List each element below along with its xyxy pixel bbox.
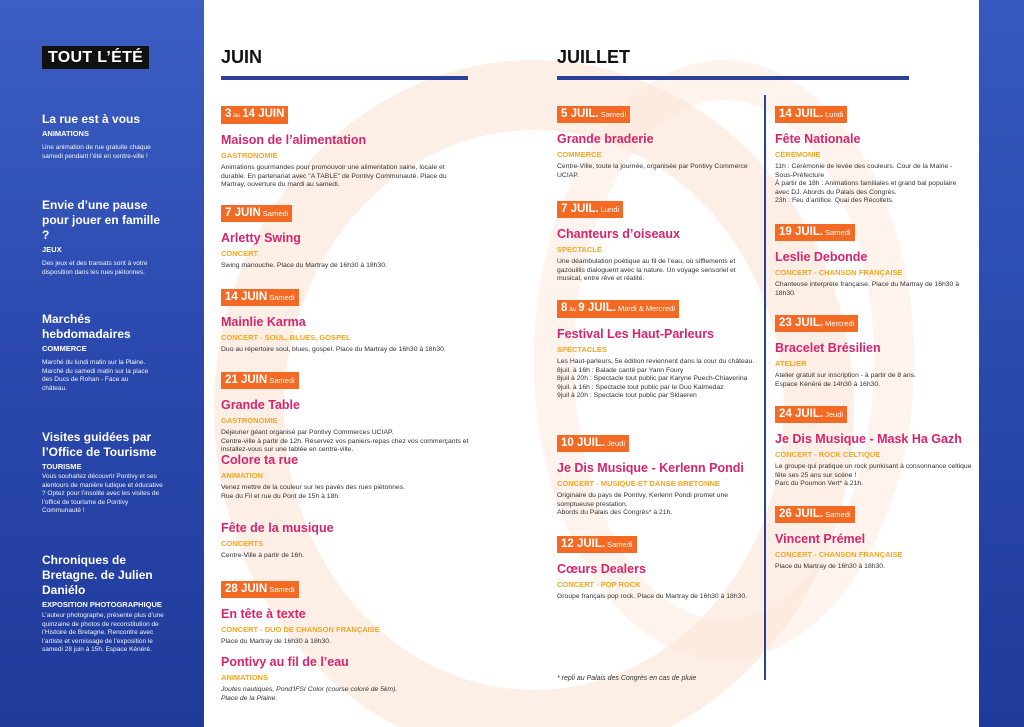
event-description: Venez mettre de la couleur sur les pavés des rues piétonnes. Rue du Fil et rue du Pont de 15h à 18h.	[221, 484, 406, 500]
date-start: 3	[225, 108, 232, 120]
event-category: CONCERT - DUO DE CHANSON FRANÇAISE	[221, 625, 380, 634]
sidebar-block-category: JEUX	[42, 245, 62, 254]
date: 14 JUIN	[225, 291, 268, 303]
event-description: Place du Martray de 16h30 à 18h30.	[775, 563, 885, 570]
event-card	[221, 287, 471, 355]
event-card	[557, 534, 752, 602]
sidebar-block-title: Marchés hebdomadaires	[42, 312, 131, 341]
event-description: Centre-Ville à partir de 16h.	[221, 552, 304, 559]
event-card	[221, 203, 471, 271]
event-title: Arletty Swing	[221, 231, 301, 245]
sidebar-block-title: Envie d’une pause pour jouer en famille ?	[42, 198, 161, 242]
date: 24 JUIL.	[779, 408, 824, 420]
weekday: Samedi	[269, 585, 295, 594]
weekday: Samedi	[269, 293, 295, 302]
event-category: ANIMATIONS	[221, 673, 268, 682]
event-title: Festival Les Haut-Parleurs	[557, 327, 715, 341]
date-tag	[775, 315, 858, 332]
rain-note: * repli au Palais des Congrès en cas de pluie	[557, 675, 697, 682]
event-card	[557, 199, 752, 284]
event-category: CONCERT - ROCK CELTIQUE	[775, 450, 881, 459]
date-end: 9 JUIL.	[578, 302, 616, 314]
event-title: Vincent Prémel	[775, 532, 866, 546]
event-description: Les Haut-parleurs, 5e édition reviennent dans la cour du château. 8juil. à 16h : Balade canté par Yann Foury 8juil à 20h : Spectacle tout public par Karyne Puech-Chiaverina 9juil. à 16h : Spectacle tout public par le Duo Kalmedaz 9juil à 20h : Spectacle tout public par Sklaeren	[557, 358, 755, 400]
event-title: Grande Table	[221, 398, 300, 412]
event-description: Centre-Ville, toute la journée, organisée par Pontivy Commerce UCIAP.	[557, 163, 748, 179]
event-card	[775, 404, 975, 489]
event-description: 11h : Cérémonie de levée des couleurs. Cour de la Mairie - Sous-Préfecture À partir de 18h : Animations familiales et grand bal populaire avec DJ. Abords du Palais des Congrès. 23h : Feu d’artifice. Quai des Récollets.	[775, 163, 957, 205]
event-description: Joutes nautiques, Pond'IFSI Color (course coloré de 5km). Place de la Plaine.	[221, 686, 398, 702]
right-decor-strip	[979, 0, 1024, 727]
event-title: Maison de l’alimentation	[221, 133, 367, 147]
july-heading: JUILLET	[557, 47, 631, 67]
event-category: GASTRONOMIE	[221, 416, 278, 425]
event-category: CONCERT - CHANSON FRANÇAISE	[775, 268, 903, 277]
date: 12 JUIL.	[561, 538, 606, 550]
weekday: Samedi	[600, 110, 627, 119]
sidebar-block-title: La rue est à vous	[42, 112, 141, 126]
weekday: Jeudi	[607, 439, 626, 448]
event-category: GASTRONOMIE	[221, 151, 278, 160]
june-heading: JUIN	[221, 47, 263, 67]
event-card	[775, 104, 970, 206]
date: 10 JUIL.	[561, 437, 606, 449]
event-category: CONCERT	[221, 249, 259, 258]
event-title: Fête Nationale	[775, 132, 861, 146]
event-category: CONCERT - MUSIQUE ET DANSE BRETONNE	[557, 479, 720, 488]
sidebar-block-category: ANIMATIONS	[42, 129, 89, 138]
weekday: Lundi	[600, 205, 620, 214]
sidebar-block	[42, 430, 167, 516]
event-card	[221, 655, 471, 703]
event-title: Leslie Debonde	[775, 250, 868, 264]
date: 26 JUIL.	[779, 508, 824, 520]
sidebar-block-category: EXPOSITION PHOTOGRAPHIQUE	[42, 600, 162, 609]
event-category: CONCERT - CHANSON FRANÇAISE	[775, 550, 903, 559]
date-tag	[557, 300, 679, 318]
weekday: Mercredi	[825, 319, 855, 328]
event-description: Atelier gratuit sur inscription - à partir de 8 ans. Espace Kénéré de 14h30 à 16h30.	[775, 372, 916, 388]
date-tag	[221, 205, 292, 222]
july-column-divider	[764, 95, 766, 680]
weekday: Samedi	[825, 510, 851, 519]
event-card	[221, 453, 471, 501]
date-tag	[557, 106, 630, 123]
event-description: Déjeuner géant organisé par Pontivy Commerces UCIAP. Centre-ville à partir de 12h. Réservez vos paniers-repas chez vos commerçants et installez-vous sur une tablée en centre-ville.	[221, 429, 469, 454]
weekday: Samedi	[269, 376, 295, 385]
event-description: Originaire du pays de Pontivy, Kerlenn Pondi promet une somptueuse prestation. Abords du Palais des Congrès* à 21h.	[557, 492, 729, 517]
date-tag	[775, 106, 847, 123]
event-card	[775, 504, 970, 572]
event-description: Une déambulation poétique au fil de l’eau, où sifflements et gazouillis dialoguent avec la nature. Un voyage sensoriel et musical, entre rêve et réalité.	[557, 258, 736, 283]
date-tag	[221, 581, 299, 598]
date: 7 JUIL.	[561, 203, 599, 215]
event-category: CONCERT - POP ROCK	[557, 580, 641, 589]
event-title: Cœurs Dealers	[557, 562, 646, 576]
sidebar-block-text: Une animation de rue gratuite chaque samedi pendant l’été en centre-ville !	[42, 144, 151, 160]
event-description: Place du Martray de 16h30 à 18h30.	[221, 638, 331, 645]
date: 21 JUIN	[225, 374, 268, 386]
weekday: Samedi	[825, 228, 851, 237]
event-title: Pontivy au fil de l’eau	[221, 655, 349, 669]
sidebar-block	[42, 112, 167, 161]
date-tag	[221, 106, 288, 124]
event-card	[775, 222, 970, 298]
sidebar-block-text: Vous souhaitez découvrir Pontivy et ses alentours de manière ludique et éducative ? Optez pour l’insolite avec les visites de l’office de tourisme de Pontivy Communauté !	[42, 473, 163, 514]
event-category: ANIMATION	[221, 471, 263, 480]
weekday: Samedi	[607, 540, 633, 549]
date-tag	[775, 406, 847, 423]
event-category: CONCERTS	[221, 539, 264, 548]
weekday: Samedi	[262, 209, 289, 218]
event-card	[221, 370, 471, 455]
sidebar-block	[42, 553, 167, 655]
date: 28 JUIN	[225, 583, 268, 595]
sidebar-block-category: TOURISME	[42, 462, 82, 471]
june-heading-rule	[221, 76, 468, 80]
event-description: Le groupe qui pratique un rock punkisant à consonnance celtique fête ses 25 ans sur scène ! Parc du Poumon Vert* à 21h.	[775, 463, 972, 488]
event-title: Grande braderie	[557, 132, 654, 146]
event-card	[221, 579, 471, 647]
event-card	[221, 521, 471, 561]
date: 23 JUIL.	[779, 317, 824, 329]
date-tag	[775, 224, 855, 241]
weekday: Mardi & Mercredi	[617, 304, 676, 313]
event-card	[221, 104, 471, 190]
july-heading-rule	[557, 76, 909, 80]
event-description: Duo au répertoire soul, blues, gospel. Place du Martray de 16h30 à 18h30.	[221, 346, 446, 353]
event-title: Je Dis Musique - Mask Ha Gazh	[775, 432, 962, 446]
date: 5 JUIL.	[561, 108, 599, 120]
sidebar-block	[42, 198, 167, 277]
event-category: CÉRÉMONIE	[775, 150, 821, 159]
event-card	[557, 298, 762, 401]
sidebar-block-title: Chroniques de Bretagne. de Julien Daniélo	[42, 553, 153, 597]
event-title: En tête à texte	[221, 607, 306, 621]
date-start: 8	[561, 302, 568, 314]
event-category: SPECTACLE	[557, 245, 602, 254]
date-tag	[557, 201, 623, 218]
weekday: Jeudi	[825, 410, 844, 419]
event-title: Chanteurs d’oiseaux	[557, 227, 680, 241]
date: 7 JUIN	[225, 207, 261, 219]
date-range-word: au	[231, 112, 243, 119]
sidebar-block-text: Des jeux et des transats sont à votre disposition dans les rues piétonnes.	[42, 260, 148, 276]
date: 19 JUIL.	[779, 226, 824, 238]
date-tag	[221, 289, 299, 306]
event-title: Fête de la musique	[221, 521, 334, 535]
weekday: Lundi	[825, 110, 844, 119]
event-description: Groupe français pop rock. Place du Martray de 16h30 à 18h30.	[557, 593, 748, 600]
date-range-word: au	[567, 306, 579, 313]
event-card	[775, 313, 970, 389]
event-description: Chanteuse interprète française. Place du Martray de 16h30 à 18h30.	[775, 281, 960, 297]
event-description: Animations gourmandes pour promouvoir une alimentation saine, locale et durable. En partenariat avec "A TABLE" de Pontivy Communauté. Place du Martray, ouverture du mardi au samedi.	[221, 164, 447, 189]
event-title: Colore ta rue	[221, 453, 299, 467]
event-title: Bracelet Brésilien	[775, 341, 881, 355]
event-title: Je Dis Musique - Kerlenn Pondi	[557, 461, 744, 475]
event-category: COMMERCE	[557, 150, 602, 159]
event-category: ATELIER	[775, 359, 807, 368]
event-category: CONCERT - SOUL, BLUES, GOSPEL	[221, 333, 351, 342]
sidebar-block-category: COMMERCE	[42, 344, 87, 353]
sidebar-block-title: Visites guidées par l’Office de Tourisme	[42, 430, 157, 459]
date-tag	[557, 435, 629, 452]
event-title: Mainlie Karma	[221, 315, 306, 329]
sidebar-title: TOUT L’ÉTÉ	[42, 46, 149, 69]
date-tag	[221, 372, 299, 389]
sidebar-block-text: Marché du lundi matin sur la Plaine. Marché du samedi matin sur la place des Ducs de Rohan - Face au château.	[42, 359, 149, 392]
date-tag	[557, 536, 637, 553]
event-card	[557, 104, 752, 180]
event-description: Swing manouche. Place du Martray de 16h30 à 18h30.	[221, 262, 387, 269]
event-card	[557, 433, 757, 518]
date: 14 JUIL.	[779, 108, 824, 120]
event-category: SPECTACLES	[557, 345, 607, 354]
date-tag	[775, 506, 855, 523]
date-end: 14 JUIN	[242, 108, 285, 120]
sidebar-block-text: L’auteur photographe, présente plus d’une quinzaine de photos de reconstitution de l’Histoire de Bretagne. Rencontre avec l’artiste et vernissage de l’exposition le samedi 28 juin à 15h. Espace Kénéré.	[42, 612, 164, 653]
sidebar-block	[42, 312, 167, 393]
